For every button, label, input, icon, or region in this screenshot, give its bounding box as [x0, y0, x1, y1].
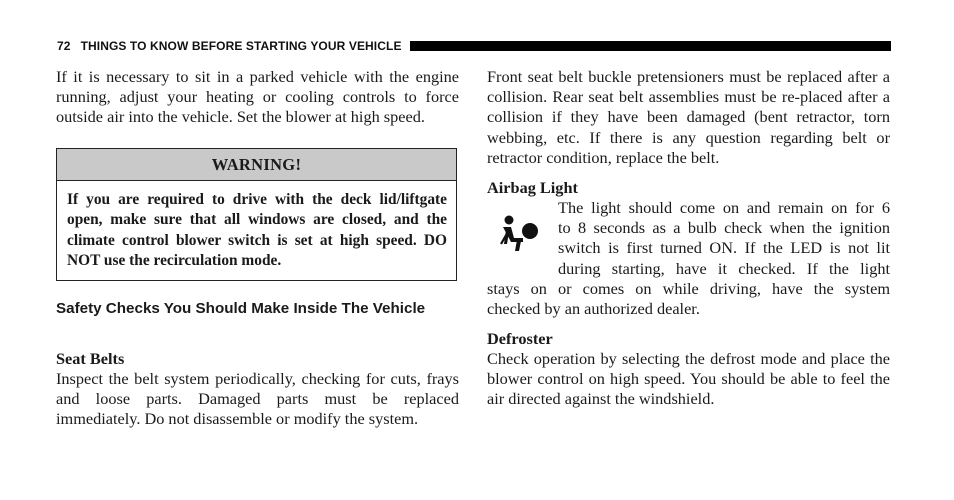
- airbag-line-2: to 8 seconds as a bulb check when the ignition: [558, 218, 890, 237]
- warning-box: [56, 148, 457, 281]
- airbag-line-6: checked by an authorized dealer.: [487, 299, 700, 318]
- chapter-title: THINGS TO KNOW BEFORE STARTING YOUR VEHICLE: [80, 39, 402, 53]
- warning-title: WARNING!: [57, 149, 456, 181]
- airbag-line-3: switch is first turned ON. If the LED is not lit: [558, 238, 890, 257]
- page-number: 72: [57, 39, 71, 53]
- pretensioners-section: [487, 67, 890, 168]
- section-heading: Safety Checks You Should Make Inside The Vehicle: [56, 300, 426, 317]
- airbag-line-4: during starting, have it checked. If the light: [558, 259, 890, 278]
- airbag-warning-icon: [497, 214, 543, 252]
- pretensioners-paragraph: Front seat belt buckle pretensioners must be replaced after a collision. Rear seat belt assemblies must be re-placed after a collision if they have been damaged (bent retractor, torn webbing, etc. If there is any question regarding belt or retractor condition, replace the belt.: [487, 67, 890, 167]
- header-rule: [410, 41, 891, 51]
- seat-belts-body: Inspect the belt system periodically, checking for cuts, frays and loose parts. Damaged parts must be replaced immediately. Do not disassemble or modify the system.: [56, 369, 459, 429]
- warning-body: If you are required to drive with the deck lid/liftgate open, make sure that all windows are closed, and the climate control blower switch is set at high speed. DO NOT use the recirculation mode.: [67, 191, 447, 270]
- seat-belts-heading: Seat Belts: [56, 349, 125, 368]
- defroster-heading: Defroster: [487, 329, 553, 348]
- airbag-line-5: stays on or comes on while driving, have the system: [487, 279, 890, 298]
- page-header: [57, 38, 891, 54]
- airbag-heading: Airbag Light: [487, 178, 578, 197]
- defroster-section: [487, 329, 890, 410]
- seat-belts-section: [56, 349, 459, 430]
- airbag-line-1: The light should come on and remain on for 6: [558, 198, 890, 217]
- defroster-body: Check operation by selecting the defrost mode and place the blower control on high speed. You should be able to feel the air directed against the windshield.: [487, 349, 890, 409]
- left-column-intro: [56, 67, 459, 128]
- intro-paragraph: If it is necessary to sit in a parked vehicle with the engine running, adjust your heating or cooling controls to force outside air into the vehicle. Set the blower at high speed.: [56, 67, 459, 127]
